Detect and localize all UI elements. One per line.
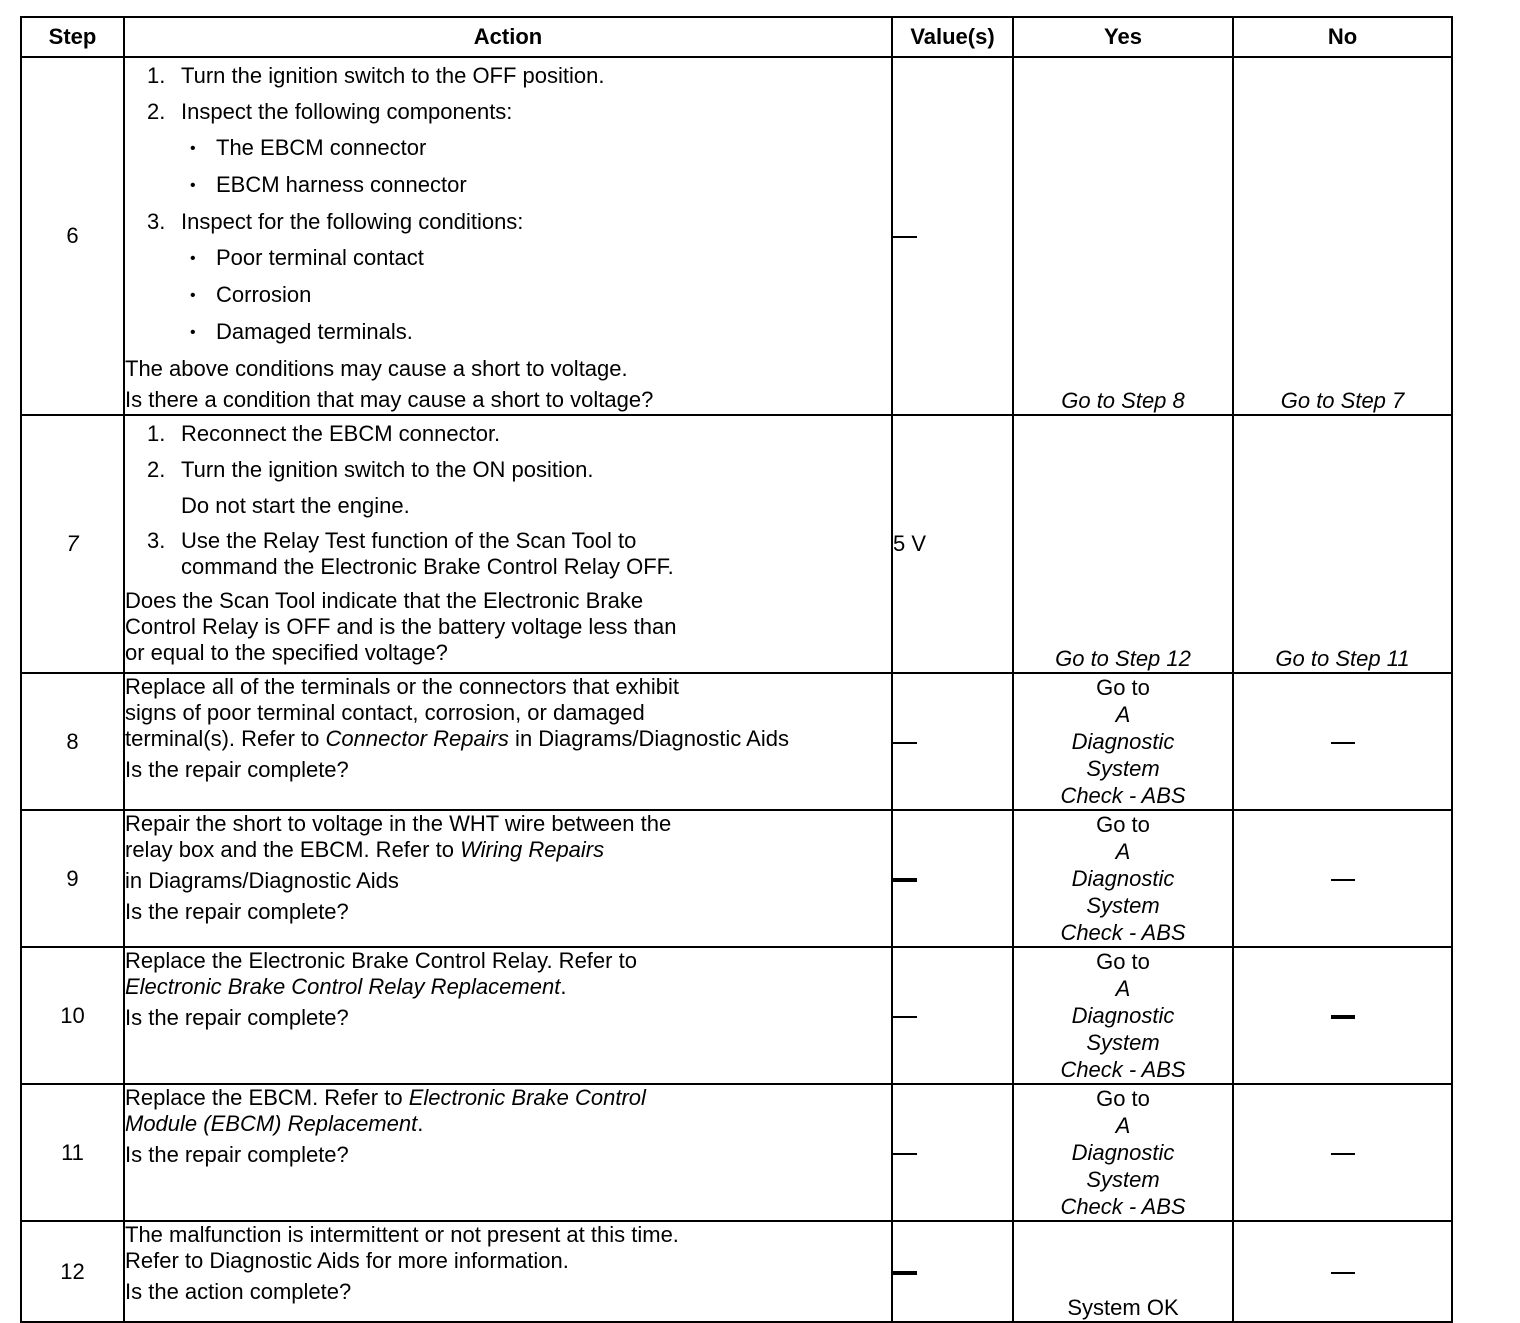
diagnostic-table — [20, 16, 1453, 1323]
no-cell — [1233, 1221, 1452, 1322]
table-row-step-12 — [21, 1221, 1452, 1322]
bullet-icon: • — [190, 324, 196, 341]
action-item-continuation: Do not start the engine. — [181, 493, 410, 518]
table-row-step-11 — [21, 1084, 1452, 1221]
yes-cell — [1013, 947, 1233, 1084]
yes-cell — [1013, 1221, 1233, 1322]
step-number: 6 — [21, 57, 124, 415]
action-note: The above conditions may cause a short to voltage. — [125, 356, 628, 381]
dash-value — [1331, 742, 1355, 744]
action-subitem: • EBCM harness connector — [125, 167, 891, 204]
action-item: 1. Reconnect the EBCM connector. — [147, 421, 501, 446]
header-no: No — [1233, 17, 1452, 57]
step-number: 7 — [21, 415, 124, 673]
reference-link[interactable]: Electronic Brake Control — [408, 1085, 646, 1110]
step-number: 8 — [21, 673, 124, 810]
reference-link[interactable]: Module (EBCM) Replacement — [125, 1111, 418, 1136]
no-cell — [1233, 1084, 1452, 1221]
dash-value — [893, 1153, 917, 1155]
table-row-step-7 — [21, 415, 1452, 673]
step-number: 10 — [21, 947, 124, 1084]
diagnostic-check-link[interactable]: Go to A Diagnostic System Check - ABS — [1060, 949, 1186, 1082]
go-to-step-link[interactable]: Go to Step 11 — [1275, 646, 1410, 671]
step-number: 11 — [21, 1084, 124, 1221]
yes-cell — [1013, 415, 1233, 673]
action-subitem: • Damaged terminals. — [125, 314, 891, 351]
action-cell — [124, 810, 892, 947]
dash-value — [1331, 1153, 1355, 1155]
action-subitem: • The EBCM connector — [125, 130, 891, 167]
reference-link[interactable]: Electronic Brake Control Relay Replacement — [125, 974, 561, 999]
action-item: 2. Inspect the following components: — [147, 99, 513, 124]
action-text: terminal(s). Refer to Connector Repairs in Diagrams/Diagnostic Aids — [125, 726, 789, 751]
dash-value — [893, 1016, 917, 1018]
go-to-step-link[interactable]: Go to Step 7 — [1280, 388, 1405, 413]
action-question: Is there a condition that may cause a short to voltage? — [125, 387, 654, 412]
action-text: Replace all of the terminals or the connectors that exhibit — [125, 674, 679, 699]
action-text: Electronic Brake Control Relay Replacement. — [125, 974, 567, 999]
yes-cell — [1013, 57, 1233, 415]
yes-cell — [1013, 1084, 1233, 1221]
action-item: 3. Inspect for the following conditions: — [147, 209, 524, 234]
no-cell — [1233, 57, 1452, 415]
no-cell — [1233, 810, 1452, 947]
action-question: Is the repair complete? — [125, 899, 349, 924]
dash-value — [1331, 879, 1355, 881]
action-text: Module (EBCM) Replacement. — [125, 1111, 424, 1136]
action-cell — [124, 1084, 892, 1221]
action-text: Replace the EBCM. Refer to Electronic Brake Control — [125, 1085, 646, 1110]
action-item: 2. Turn the ignition switch to the ON position. — [147, 457, 594, 482]
action-cell — [124, 673, 892, 810]
bullet-icon: • — [190, 140, 196, 157]
table-row-step-9 — [21, 810, 1452, 947]
reference-link[interactable]: Connector Repairs — [325, 726, 509, 751]
dash-value — [893, 878, 917, 882]
value-cell — [892, 1221, 1013, 1322]
action-cell — [124, 947, 892, 1084]
header-action: Action — [124, 17, 892, 57]
no-cell — [1233, 673, 1452, 810]
action-question: Is the repair complete? — [125, 1005, 349, 1030]
action-item: 3. Use the Relay Test function of the Scan Tool to — [147, 528, 637, 553]
table-row-step-6 — [21, 57, 1452, 415]
action-question: Is the repair complete? — [125, 1142, 349, 1167]
action-question: Is the repair complete? — [125, 757, 349, 782]
action-text: The malfunction is intermittent or not present at this time. — [125, 1222, 679, 1247]
system-ok-text: System OK — [1067, 1295, 1179, 1320]
table-row-step-8 — [21, 673, 1452, 810]
reference-link[interactable]: Wiring Repairs — [460, 837, 605, 862]
action-text: relay box and the EBCM. Refer to Wiring Repairs — [125, 837, 605, 862]
step-number: 12 — [21, 1221, 124, 1322]
header-yes: Yes — [1013, 17, 1233, 57]
action-subitem: • Corrosion — [125, 277, 891, 314]
action-item: 1. Turn the ignition switch to the OFF position. — [147, 63, 605, 88]
bullet-icon: • — [190, 177, 196, 194]
value-cell — [892, 1084, 1013, 1221]
action-cell — [124, 415, 892, 673]
value-cell — [892, 673, 1013, 810]
action-subitem: • Poor terminal contact — [125, 240, 891, 277]
step-number: 9 — [21, 810, 124, 947]
dash-value — [1331, 1272, 1355, 1274]
value-cell — [892, 947, 1013, 1084]
dash-value — [893, 742, 917, 744]
action-question: Does the Scan Tool indicate that the Electronic Brake — [125, 588, 644, 613]
action-text: Replace the Electronic Brake Control Relay. Refer to — [125, 948, 637, 973]
header-row — [21, 17, 1452, 57]
yes-cell — [1013, 810, 1233, 947]
dash-value — [1331, 1015, 1355, 1019]
action-question: Is the action complete? — [125, 1279, 352, 1304]
no-cell — [1233, 947, 1452, 1084]
action-item-continuation: command the Electronic Brake Control Relay OFF. — [181, 554, 674, 579]
header-step: Step — [21, 17, 124, 57]
header-values: Value(s) — [892, 17, 1013, 57]
action-text: in Diagrams/Diagnostic Aids — [125, 868, 399, 893]
action-cell — [124, 1221, 892, 1322]
action-question: Control Relay is OFF and is the battery voltage less than — [125, 614, 677, 639]
no-cell — [1233, 415, 1452, 673]
go-to-step-link[interactable]: Go to Step 12 — [1055, 646, 1191, 671]
value-cell — [892, 810, 1013, 947]
dash-value — [893, 1271, 917, 1275]
diagnostic-check-link[interactable]: Go to A Diagnostic System Check - ABS — [1060, 812, 1186, 945]
bullet-icon: • — [190, 250, 196, 267]
diagnostic-check-link[interactable]: Go to A Diagnostic System Check - ABS — [1060, 675, 1186, 808]
bullet-icon: • — [190, 287, 196, 304]
yes-cell — [1013, 673, 1233, 810]
value-cell — [892, 57, 1013, 415]
value-cell: 5 V — [892, 415, 1013, 673]
dash-value — [893, 236, 917, 238]
action-cell — [124, 57, 892, 415]
diagnostic-check-link[interactable]: Go to A Diagnostic System Check - ABS — [1060, 1086, 1186, 1219]
action-text: signs of poor terminal contact, corrosion, or damaged — [125, 700, 645, 725]
action-text: Refer to Diagnostic Aids for more information. — [125, 1248, 569, 1273]
table-row-step-10 — [21, 947, 1452, 1084]
action-text: Repair the short to voltage in the WHT wire between the — [125, 811, 672, 836]
go-to-step-link[interactable]: Go to Step 8 — [1061, 388, 1185, 413]
action-question: or equal to the specified voltage? — [125, 640, 448, 665]
